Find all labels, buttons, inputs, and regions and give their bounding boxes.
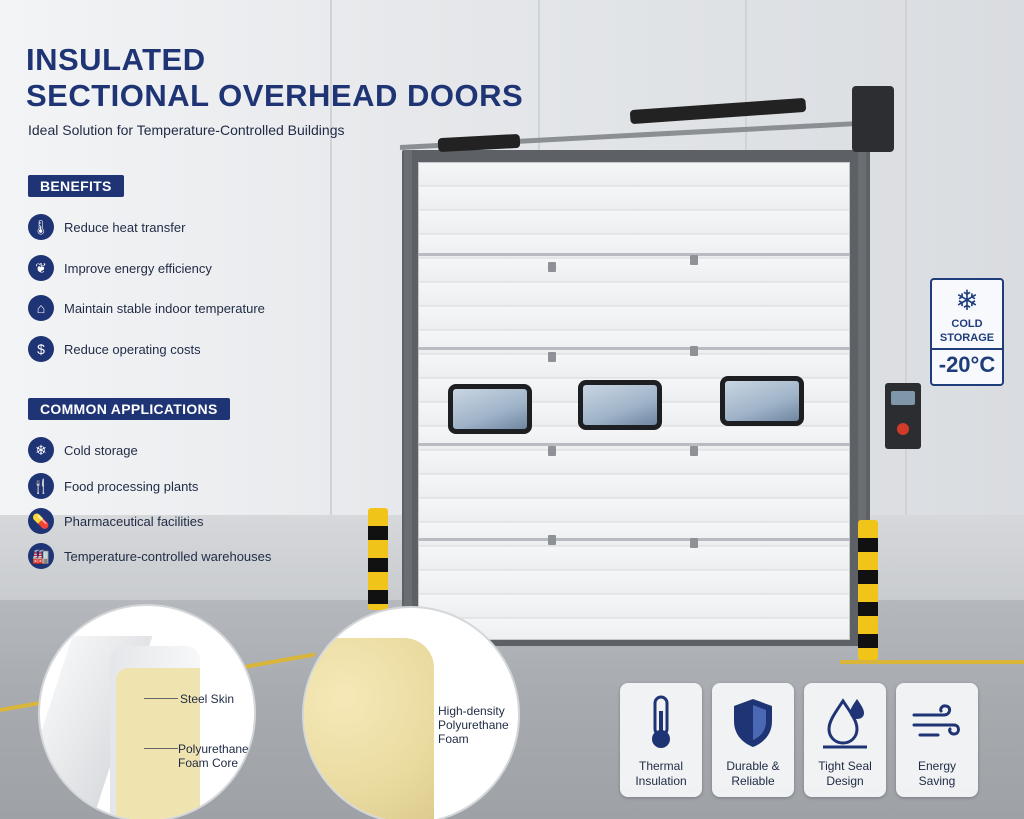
panel-cross-section-detail: [38, 604, 256, 819]
feature-label: Energy Saving: [917, 759, 957, 788]
thermometer-icon: 🌡: [28, 214, 54, 240]
feature-label: Tight Seal Design: [818, 759, 872, 788]
door-section-joint: [418, 253, 850, 256]
benefit-label: Reduce operating costs: [64, 341, 201, 357]
application-label: Pharmaceutical facilities: [64, 513, 204, 529]
door-window: [448, 384, 532, 434]
application-item: [28, 437, 138, 463]
door-hinge: [548, 262, 556, 272]
callout-line: [144, 698, 178, 699]
high-density-foam-callout: High-density Polyurethane Foam: [438, 704, 509, 746]
wind-icon: [896, 693, 978, 753]
safety-bollard: [858, 520, 878, 660]
door-hinge: [548, 352, 556, 362]
door-hinge: [548, 446, 556, 456]
sign-line2: STORAGE: [939, 332, 995, 344]
feature-tile-energy: [896, 683, 978, 797]
feature-label: Thermal Insulation: [635, 759, 687, 788]
door-operator-motor: [852, 86, 894, 152]
door-section-joint: [418, 347, 850, 350]
application-label: Food processing plants: [64, 478, 199, 494]
benefit-item: [28, 295, 265, 321]
benefit-item: [28, 255, 212, 281]
warehouse-icon: 🏭: [28, 543, 54, 569]
page-subtitle: Ideal Solution for Temperature-Controlled Buildings: [28, 122, 345, 138]
water-drop-icon: [804, 693, 886, 753]
emergency-stop-button: [897, 423, 909, 435]
feature-tile-seal: [804, 683, 886, 797]
pill-icon: 💊: [28, 508, 54, 534]
polyurethane-foam-block: [304, 638, 434, 819]
door-window: [578, 380, 662, 430]
snowflake-icon: ❄: [955, 285, 979, 316]
feature-tile-thermal: [620, 683, 702, 797]
page-title: [26, 42, 523, 114]
callout-line: [144, 748, 178, 749]
steel-skin-callout: Steel Skin: [180, 692, 235, 706]
door-window: [720, 376, 804, 426]
door-hinge: [548, 535, 556, 545]
door-hinge: [690, 346, 698, 356]
application-item: [28, 508, 203, 534]
title-line2: SECTIONAL OVERHEAD DOORS: [26, 78, 524, 113]
title-line1: INSULATED: [26, 42, 206, 77]
applications-heading: COMMON APPLICATIONS: [28, 398, 230, 420]
door-hinge: [690, 446, 698, 456]
cold-storage-sign: [930, 278, 1004, 386]
application-label: Cold storage: [64, 442, 138, 458]
snowflake-icon: ❄: [28, 437, 54, 463]
wall-seam: [905, 0, 907, 600]
sign-line1: COLD: [951, 318, 983, 330]
control-panel: [885, 383, 921, 449]
left-track: [404, 150, 412, 646]
feature-tile-durable: [712, 683, 794, 797]
benefits-heading: BENEFITS: [28, 175, 124, 197]
door-section-joint: [418, 443, 850, 446]
door-hinge: [690, 255, 698, 265]
leaf-icon: ❦: [28, 255, 54, 281]
thermometer-icon: [620, 693, 702, 753]
shield-icon: [712, 693, 794, 753]
benefit-label: Improve energy efficiency: [64, 260, 212, 276]
foam-core-callout: Polyurethane Foam Core: [178, 742, 249, 770]
floor-stripe: [840, 660, 1024, 664]
application-item: [28, 473, 198, 499]
door-hinge: [690, 538, 698, 548]
dollar-icon: $: [28, 336, 54, 362]
application-label: Temperature-controlled warehouses: [64, 548, 272, 564]
benefit-item: [28, 336, 201, 362]
control-display: [891, 391, 915, 405]
safety-bollard: [368, 508, 388, 610]
door-section-joint: [418, 538, 850, 541]
benefit-label: Reduce heat transfer: [64, 219, 186, 235]
sign-temperature: -20°C: [932, 348, 1002, 378]
benefit-item: [28, 214, 185, 240]
feature-label: Durable & Reliable: [726, 759, 780, 788]
benefit-label: Maintain stable indoor temperature: [64, 300, 265, 316]
house-icon: ⌂: [28, 295, 54, 321]
application-item: [28, 543, 271, 569]
cutlery-icon: 🍴: [28, 473, 54, 499]
foam-detail: [302, 606, 520, 819]
